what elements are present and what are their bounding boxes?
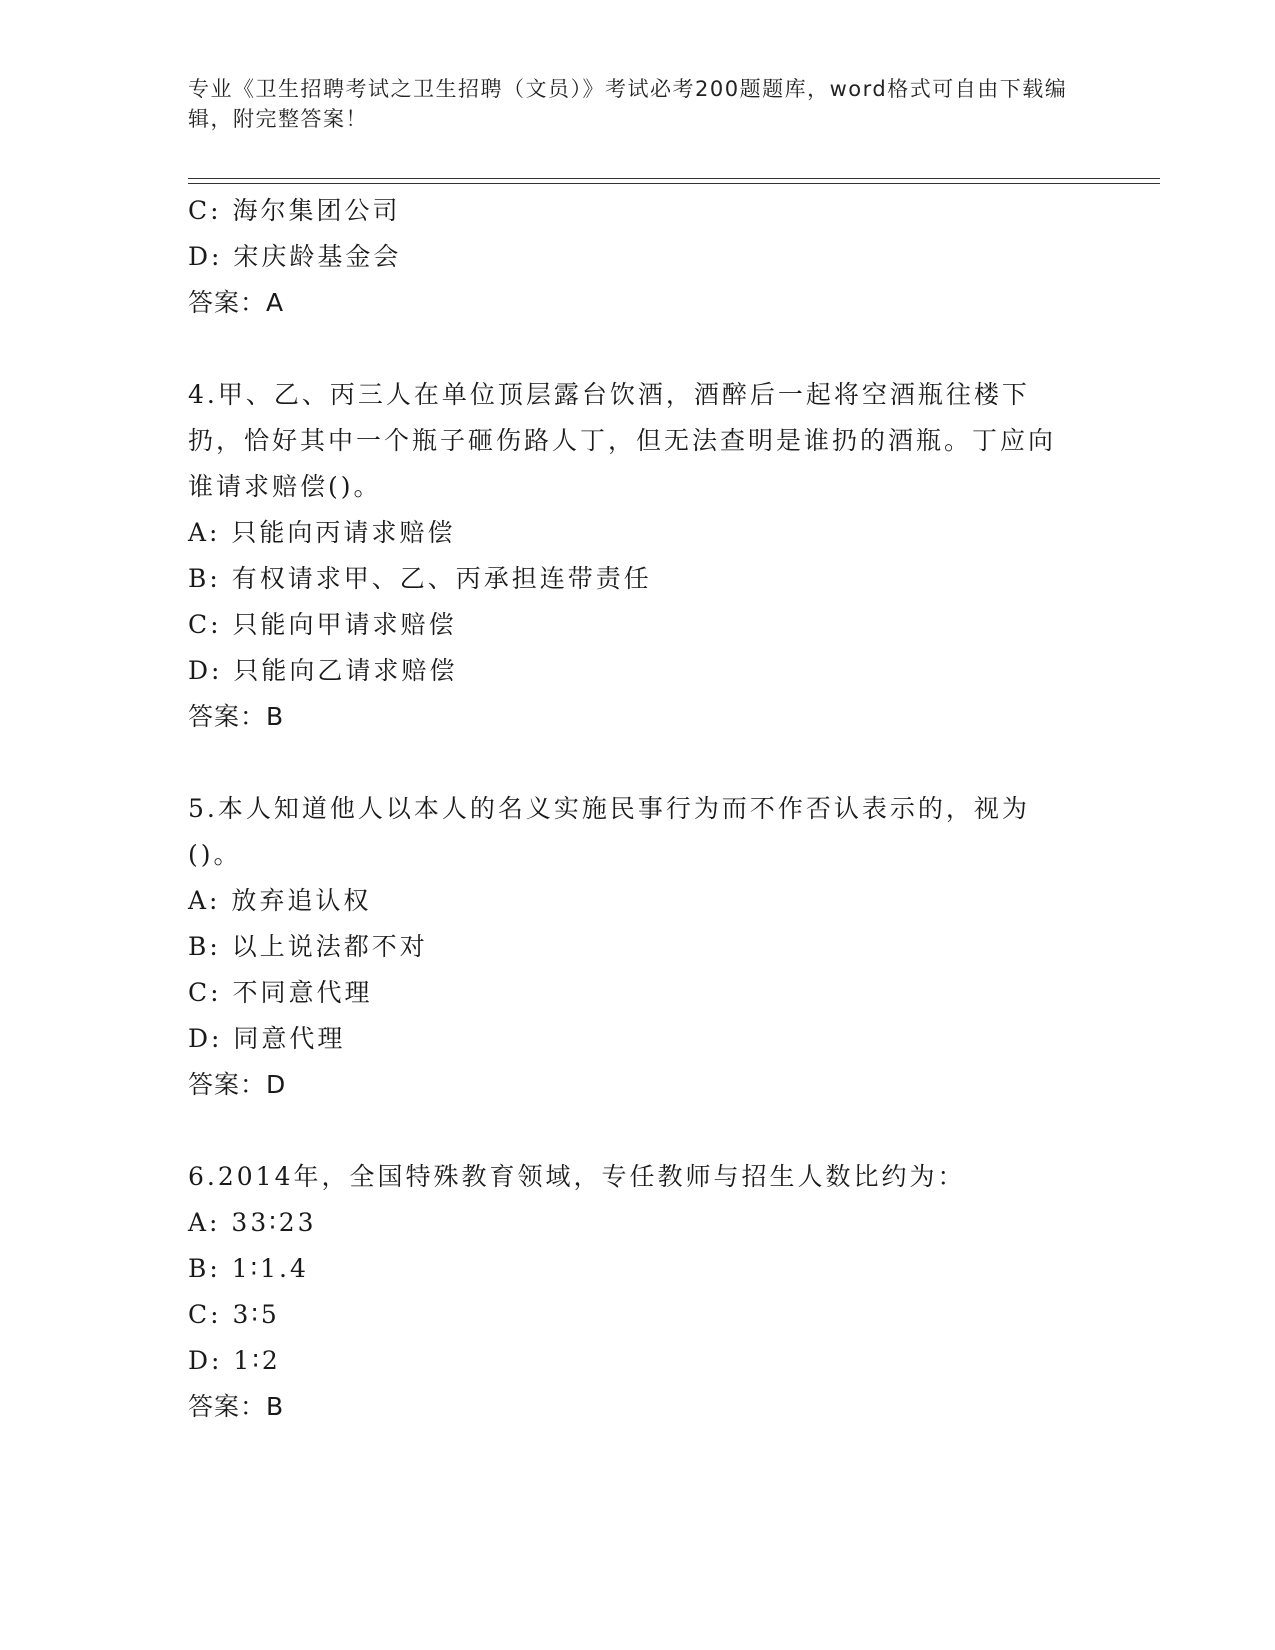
header-divider (188, 178, 1160, 184)
option-a: A: 放弃追认权 (188, 886, 372, 915)
answer-line: 答案：B (188, 1392, 285, 1421)
question-4 (188, 372, 1068, 740)
option-d: D: 只能向乙请求赔偿 (188, 656, 458, 685)
option-c: C: 不同意代理 (188, 978, 373, 1007)
option-b: B: 以上说法都不对 (188, 932, 428, 961)
spacer (188, 326, 1068, 372)
option-d: D: 宋庆龄基金会 (188, 242, 402, 271)
question-stem: 6.2014年，全国特殊教育领域，专任教师与招生人数比约为： (188, 1162, 966, 1191)
option-a: A: 只能向丙请求赔偿 (188, 518, 456, 547)
question-stem: 5.本人知道他人以本人的名义实施民事行为而不作否认表示的，视为()。 (188, 794, 1030, 869)
question-list (188, 188, 1068, 1430)
answer-line: 答案：D (188, 1070, 287, 1099)
answer-line: 答案：B (188, 702, 285, 731)
option-a: A: 33∶23 (188, 1208, 317, 1237)
option-c: C: 海尔集团公司 (188, 196, 401, 225)
spacer (188, 1108, 1068, 1154)
option-d: D: 1∶2 (188, 1346, 281, 1375)
question-6 (188, 1154, 1068, 1430)
option-c: C: 3∶5 (188, 1300, 280, 1329)
option-c: C: 只能向甲请求赔偿 (188, 610, 457, 639)
answer-line: 答案：A (188, 288, 285, 317)
question-stem: 4.甲、乙、丙三人在单位顶层露台饮酒，酒醉后一起将空酒瓶往楼下扔，恰好其中一个瓶子砸伤路人丁，但无法查明是谁扔的酒瓶。丁应向谁请求赔偿()。 (188, 380, 1057, 501)
option-b: B: 1∶1.4 (188, 1254, 309, 1283)
question-5 (188, 786, 1068, 1108)
spacer (188, 740, 1068, 786)
document-header: 专业《卫生招聘考试之卫生招聘（文员）》考试必考200题题库，word格式可自由下载编辑，附完整答案！ (188, 77, 1068, 131)
option-d: D: 同意代理 (188, 1024, 346, 1053)
question-partial (188, 188, 1068, 326)
option-b: B: 有权请求甲、乙、丙承担连带责任 (188, 564, 652, 593)
